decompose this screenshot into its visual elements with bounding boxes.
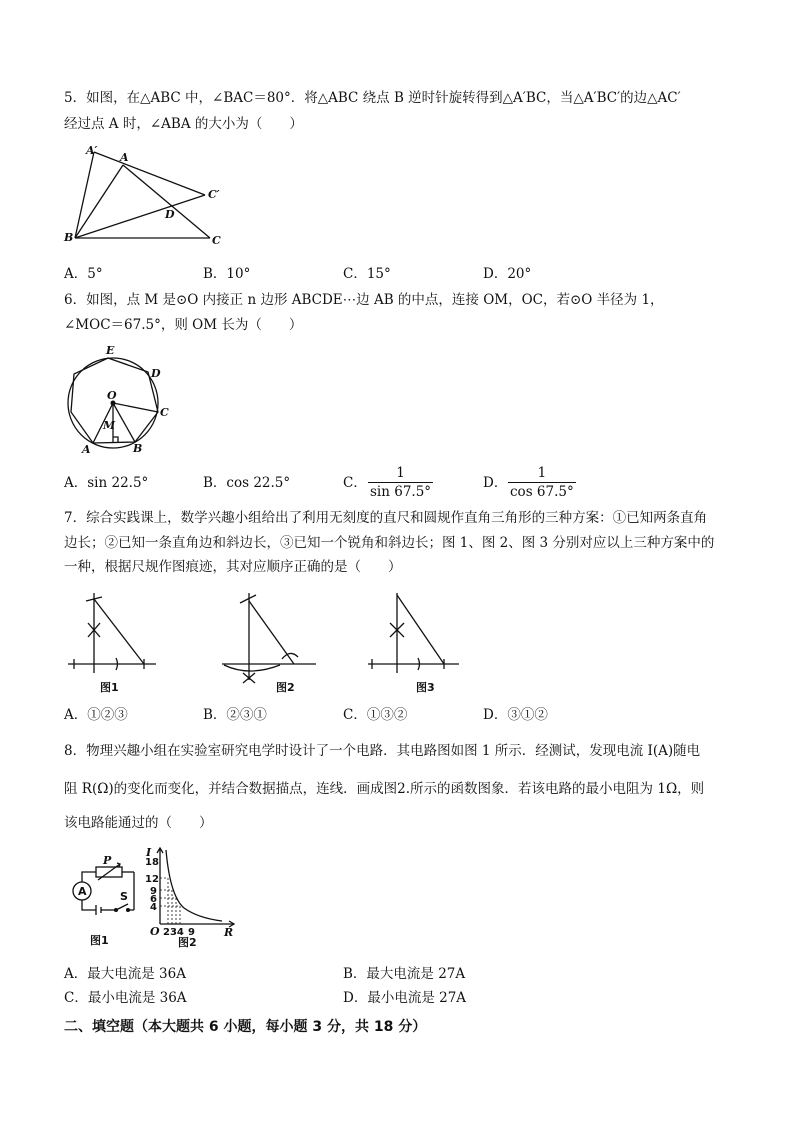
- q6-label-o: O: [107, 389, 117, 402]
- q8-stem-line1: 8．物理兴趣小组在实验室研究电学时设计了一个电路．其电路图如图 1 所示．经测试，发现电流 I(A)随电: [64, 743, 701, 759]
- q8-option-d[interactable]: D．最小电流是 27A: [343, 990, 467, 1006]
- q6-option-c-fraction[interactable]: [368, 464, 433, 501]
- q8-circuit-label-p: P: [103, 854, 112, 867]
- q6-option-a[interactable]: A．sin 22.5°: [64, 475, 149, 491]
- q5-stem-line1: 5．如图，在△ABC 中，∠BAC＝80°．将△ABC 绕点 B 逆时针旋转得到△A′BC，当△A′BC′的边△AC′: [64, 90, 681, 106]
- q7-figure-1-caption: 图1: [100, 681, 119, 694]
- q8-circuit-label-s: S: [120, 890, 128, 903]
- q7-figure-3: [364, 585, 462, 697]
- q8-graph-y-tick-4: 4: [150, 902, 157, 913]
- q8-stem-line3: 该电路能通过的（ ）: [64, 815, 213, 831]
- q6-option-b[interactable]: B．cos 22.5°: [203, 475, 291, 491]
- q8-ammeter-label: A: [78, 885, 87, 898]
- q8-figure-2-caption: 图2: [178, 936, 197, 948]
- q6-label-m: M: [103, 419, 116, 432]
- q7-option-c[interactable]: C．①③②: [343, 707, 408, 723]
- q7-option-d[interactable]: D．③①②: [483, 707, 548, 723]
- q8-stem-line2: 阻 R(Ω)的变化而变化，并结合数据描点，连线．画成图2.所示的函数图象．若该电路的最小电阻为 1Ω，则: [64, 781, 705, 797]
- q7-figure-3-caption: 图3: [416, 681, 435, 694]
- q5-option-d[interactable]: D．20°: [483, 266, 532, 282]
- q7-stem-line1: 7．综合实践课上，数学兴趣小组给出了利用无刻度的直尺和圆规作直角三角形的三种方案：①已知两条直角: [64, 510, 708, 526]
- q5-option-b[interactable]: B．10°: [203, 266, 251, 282]
- q6-stem-line1: 6．如图，点 M 是⊙O 内接正 n 边形 ABCDE⋯边 AB 的中点，连接 OM，OC，若⊙O 半径为 1，: [64, 292, 664, 308]
- q6-label-d: D: [151, 367, 161, 380]
- q7-stem-line3: 一种，根据尺规作图痕迹，其对应顺序正确的是（ ）: [64, 559, 402, 575]
- q6-option-c-prefix[interactable]: C．: [343, 475, 367, 491]
- q5-label-c: C: [212, 234, 221, 247]
- q8-graph-r-axis-label: R: [224, 926, 234, 939]
- q7-figure-1: [64, 585, 159, 697]
- q7-option-a[interactable]: A．①②③: [64, 707, 128, 723]
- q6-label-a: A: [82, 443, 91, 456]
- q6-option-d-prefix[interactable]: D．: [483, 475, 508, 491]
- q8-graph-y-tick-6: 6: [150, 894, 157, 905]
- q6-option-d-numerator: 1: [537, 465, 547, 481]
- q8-graph-y-tick-18: 18: [145, 857, 159, 868]
- q6-circle-figure: [60, 342, 180, 458]
- q8-option-b[interactable]: B．最大电流是 27A: [343, 966, 466, 982]
- q7-stem-line2: 边长；②已知一条直角边和斜边长，③已知一个锐角和斜边长；图 1、图 2、图 3 分别对应以上三种方案中的: [64, 535, 715, 551]
- q5-label-a-prime: A′: [86, 144, 98, 157]
- q8-graph-x-tick-9: 9: [188, 927, 195, 938]
- q5-label-a: A: [120, 151, 129, 164]
- q8-graph-y-tick-12: 12: [145, 874, 159, 885]
- q8-option-c[interactable]: C．最小电流是 36A: [64, 990, 187, 1006]
- q6-label-b: B: [133, 442, 143, 455]
- q7-option-b[interactable]: B．②③①: [203, 707, 267, 723]
- q8-graph-y-tick-9: 9: [150, 886, 157, 897]
- q6-option-d-fraction[interactable]: [508, 464, 576, 501]
- q5-label-c-prime: C′: [208, 188, 220, 201]
- q5-triangle-figure: [60, 140, 230, 250]
- q6-label-e: E: [106, 344, 115, 357]
- q6-option-d-denominator: cos 67.5°: [510, 484, 574, 500]
- q6-label-c: C: [160, 406, 169, 419]
- q6-option-c-denominator: sin 67.5°: [370, 484, 432, 500]
- q5-stem-line2: 经过点 A 时，∠ABA 的大小为（ ）: [64, 116, 303, 132]
- q7-figure-2: [218, 585, 318, 697]
- q8-graph-figure: [140, 842, 240, 948]
- section-2-heading: 二、填空题（本大题共 6 小题，每小题 3 分，共 18 分）: [64, 1019, 427, 1035]
- q5-label-b: B: [64, 231, 74, 244]
- q8-graph-x-ticks: 234: [163, 927, 184, 938]
- q8-figure-1-caption: 图1: [90, 934, 109, 947]
- q6-stem-line2: ∠MOC＝67.5°，则 OM 长为（ ）: [64, 317, 303, 333]
- q5-option-c[interactable]: C．15°: [343, 266, 391, 282]
- q6-option-c-numerator: 1: [396, 465, 405, 481]
- q8-option-a[interactable]: A．最大电流是 36A: [64, 966, 186, 982]
- q5-label-d: D: [165, 208, 175, 221]
- q7-figure-2-caption: 图2: [276, 681, 295, 694]
- q5-option-a[interactable]: A．5°: [64, 266, 103, 282]
- q8-graph-i-axis-label: I: [146, 846, 152, 859]
- q8-circuit-figure: [66, 852, 148, 948]
- q8-graph-origin-label: O: [150, 925, 160, 938]
